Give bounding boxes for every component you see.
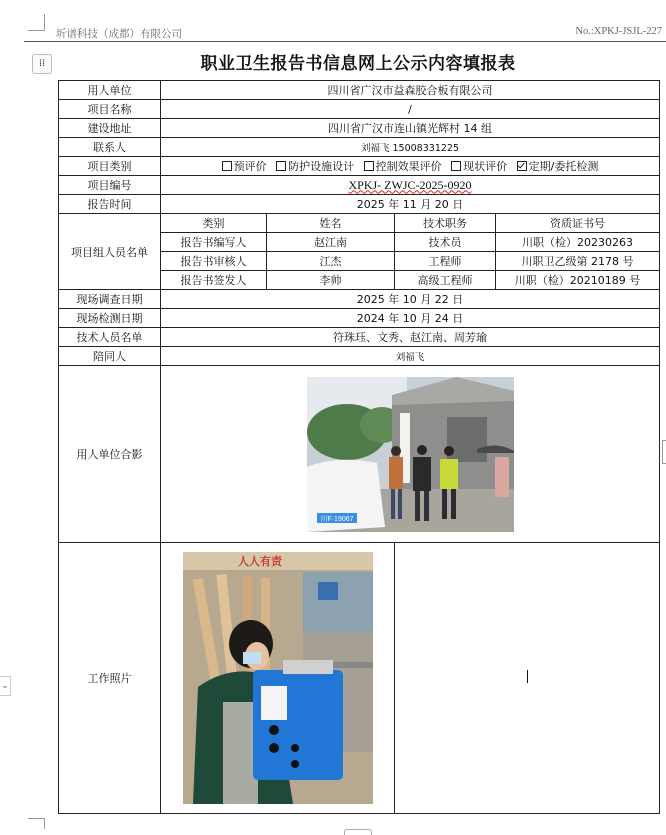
row-employer (59, 81, 660, 100)
team-role[interactable]: 报告书签发人 (161, 271, 267, 290)
value-project-no[interactable]: XPKJ- ZWJC-2025-0920 (161, 176, 660, 195)
table-move-handle-icon[interactable]: ⁞⁞ (32, 54, 52, 74)
expand-chevron-icon[interactable]: ⌄ (0, 676, 11, 696)
team-title[interactable]: 高级工程师 (395, 271, 496, 290)
team-name[interactable]: 赵江南 (267, 233, 395, 252)
team-cert[interactable]: 川职卫乙级第 2178 号 (496, 252, 660, 271)
crop-mark-bottom-left (28, 818, 45, 829)
header-rule (24, 41, 666, 42)
value-address[interactable]: 四川省广汉市连山镇光辉村 14 组 (161, 119, 660, 138)
row-contact (59, 138, 660, 157)
label-survey-date: 现场调查日期 (59, 290, 161, 309)
value-employer[interactable]: 四川省广汉市益森胶合板有限公司 (161, 81, 660, 100)
label-address: 建设地址 (59, 119, 161, 138)
value-project-name[interactable]: / (161, 100, 660, 119)
value-test-date[interactable]: 2024 年 10 月 24 日 (161, 309, 660, 328)
row-work-photo (59, 543, 660, 814)
value-report-date[interactable]: 2025 年 11 月 20 日 (161, 195, 660, 214)
row-group-photo (59, 366, 660, 543)
checkbox-icon[interactable] (451, 161, 461, 171)
option-status-evaluation[interactable]: 现状评价 (451, 160, 507, 173)
work-photo-cell[interactable] (161, 543, 395, 814)
header-doc-number: No.:XPKJ-JSJL-227 (575, 26, 662, 37)
row-test-date (59, 309, 660, 328)
label-report-date: 报告时间 (59, 195, 161, 214)
row-team-header (59, 214, 660, 233)
team-name[interactable]: 江杰 (267, 252, 395, 271)
row-report-date (59, 195, 660, 214)
checkbox-icon[interactable] (222, 161, 232, 171)
value-technicians[interactable]: 符珠珏、文秀、赵江南、周芳瑜 (161, 328, 660, 347)
form-title: 职业卫生报告书信息网上公示内容填报表 (200, 54, 516, 74)
label-work-photo: 工作照片 (59, 543, 161, 814)
team-role[interactable]: 报告书审核人 (161, 252, 267, 271)
team-title[interactable]: 工程师 (395, 252, 496, 271)
row-escort (59, 347, 660, 366)
label-project-name: 项目名称 (59, 100, 161, 119)
row-project-type (59, 157, 660, 176)
banner-text: 人人有责 (237, 555, 282, 568)
label-group-photo: 用人单位合影 (59, 366, 161, 543)
scroll-edge-marker (662, 440, 666, 464)
crop-mark-top-left (28, 14, 45, 31)
option-pre-evaluation[interactable]: 预评价 (222, 160, 267, 173)
team-cert[interactable]: 川职（检）20230263 (496, 233, 660, 252)
team-name[interactable]: 李帅 (267, 271, 395, 290)
label-project-type: 项目类别 (59, 157, 161, 176)
group-photo-cell[interactable] (161, 366, 660, 543)
checkbox-icon[interactable] (364, 161, 374, 171)
plate-text: 川F·19067 (319, 515, 354, 523)
label-team: 项目组人员名单 (59, 214, 161, 290)
project-type-options (161, 157, 660, 176)
row-project-name (59, 100, 660, 119)
row-technicians (59, 328, 660, 347)
row-project-no (59, 176, 660, 195)
option-protection-design[interactable]: 防护设施设计 (276, 160, 354, 173)
header-company: 圻谱科技（成都）有限公司 (56, 28, 182, 40)
text-cursor (527, 670, 528, 683)
team-cert[interactable]: 川职（检）20210189 号 (496, 271, 660, 290)
checkbox-icon[interactable] (276, 161, 286, 171)
team-header-name: 姓名 (267, 214, 395, 233)
team-role[interactable]: 报告书编写人 (161, 233, 267, 252)
option-periodic-testing[interactable]: 定期/委托检测 (517, 160, 599, 173)
team-header-cert: 资质证书号 (496, 214, 660, 233)
value-escort[interactable]: 刘福飞 (161, 347, 660, 366)
row-survey-date (59, 290, 660, 309)
checkbox-checked-icon[interactable] (517, 161, 527, 171)
empty-photo-cell[interactable] (395, 543, 660, 814)
team-header-role: 类别 (161, 214, 267, 233)
value-survey-date[interactable]: 2025 年 10 月 22 日 (161, 290, 660, 309)
team-header-title: 技术职务 (395, 214, 496, 233)
label-contact: 联系人 (59, 138, 161, 157)
work-photo (183, 552, 373, 804)
team-title[interactable]: 技术员 (395, 233, 496, 252)
label-escort: 陪同人 (59, 347, 161, 366)
label-employer: 用人单位 (59, 81, 161, 100)
label-technicians: 技术人员名单 (59, 328, 161, 347)
page-footer-tab (344, 829, 372, 835)
value-contact[interactable]: 刘福飞 15008331225 (161, 138, 660, 157)
option-control-effect[interactable]: 控制效果评价 (364, 160, 442, 173)
label-test-date: 现场检测日期 (59, 309, 161, 328)
label-project-no: 项目编号 (59, 176, 161, 195)
group-photo (307, 377, 514, 532)
row-address (59, 119, 660, 138)
disclosure-form-table (58, 80, 660, 814)
